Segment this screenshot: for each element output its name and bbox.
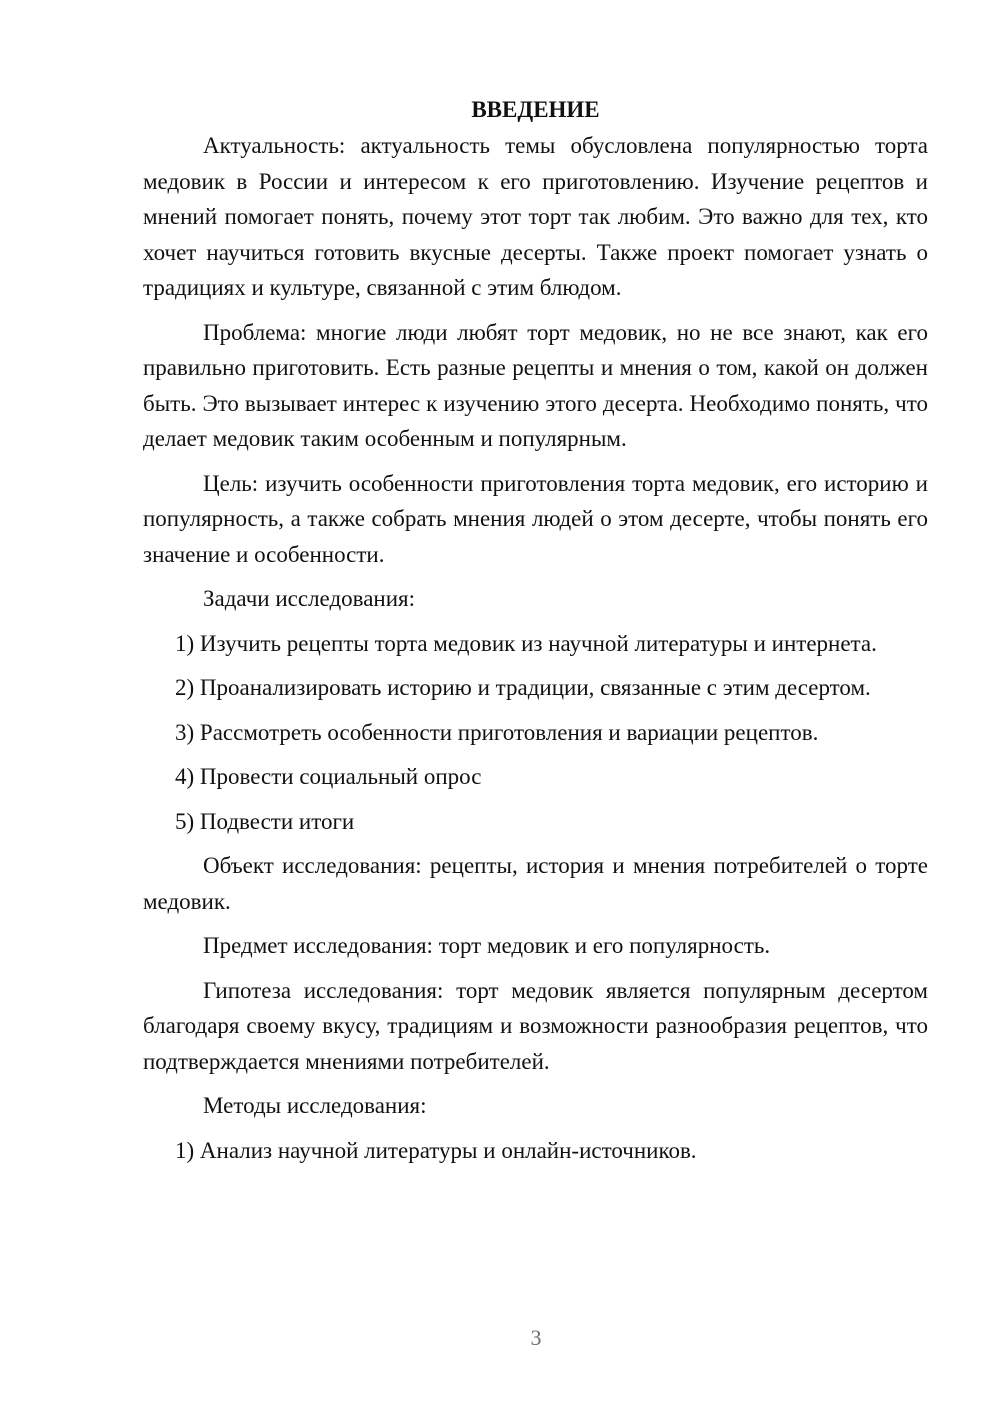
- object-paragraph: Объект исследования: рецепты, история и мнения потребителей о торте медовик.: [143, 853, 928, 914]
- task-item: 1) Изучить рецепты торта медовик из научной литературы и интернета.: [175, 630, 877, 656]
- tasks-heading: Задачи исследования:: [203, 586, 416, 611]
- hypothesis-paragraph: Гипотеза исследования: торт медовик является популярным десертом благодаря своему вкусу, традициям и возможности разнообразия рецептов, что подтверждается мнениями потребителей.: [143, 977, 928, 1074]
- task-item: 3) Рассмотреть особенности приготовления и вариации рецептов.: [175, 719, 819, 745]
- task-item: 5) Подвести итоги: [175, 808, 355, 834]
- goal-paragraph: Цель: изучить особенности приготовления торта медовик, его историю и популярность, а также собрать мнения людей о этом десерте, чтобы понять его значение и особенности.: [143, 470, 928, 567]
- method-item: 1) Анализ научной литературы и онлайн-источников.: [175, 1137, 697, 1163]
- document-page: [143, 92, 928, 1177]
- page-number: 3: [530, 1325, 542, 1350]
- task-item: 4) Провести социальный опрос: [175, 764, 482, 789]
- task-item: 2) Проанализировать историю и традиции, связанные с этим десертом.: [175, 675, 871, 700]
- subject-paragraph: Предмет исследования: торт медовик и его популярность.: [203, 933, 771, 958]
- relevance-paragraph: Актуальность: актуальность темы обусловлена популярностью торта медовик в России и интересом к его приготовлению. Изучение рецептов и мнений помогает понять, почему этот торт так любим. Это важно для тех, кто хочет научиться готовить вкусные десерты. Также проект помогает узнать о традициях и культуре, связанной с этим блюдом.: [143, 133, 928, 300]
- methods-heading: Методы исследования:: [203, 1093, 427, 1118]
- section-title: ВВЕДЕНИЕ: [471, 97, 600, 122]
- problem-paragraph: Проблема: многие люди любят торт медовик, но не все знают, как его правильно приготовить. Есть разные рецепты и мнения о том, какой он должен быть. Это вызывает интерес к изучению этого десерта. Необходимо понять, что делает медовик таким особенным и популярным.: [143, 319, 928, 451]
